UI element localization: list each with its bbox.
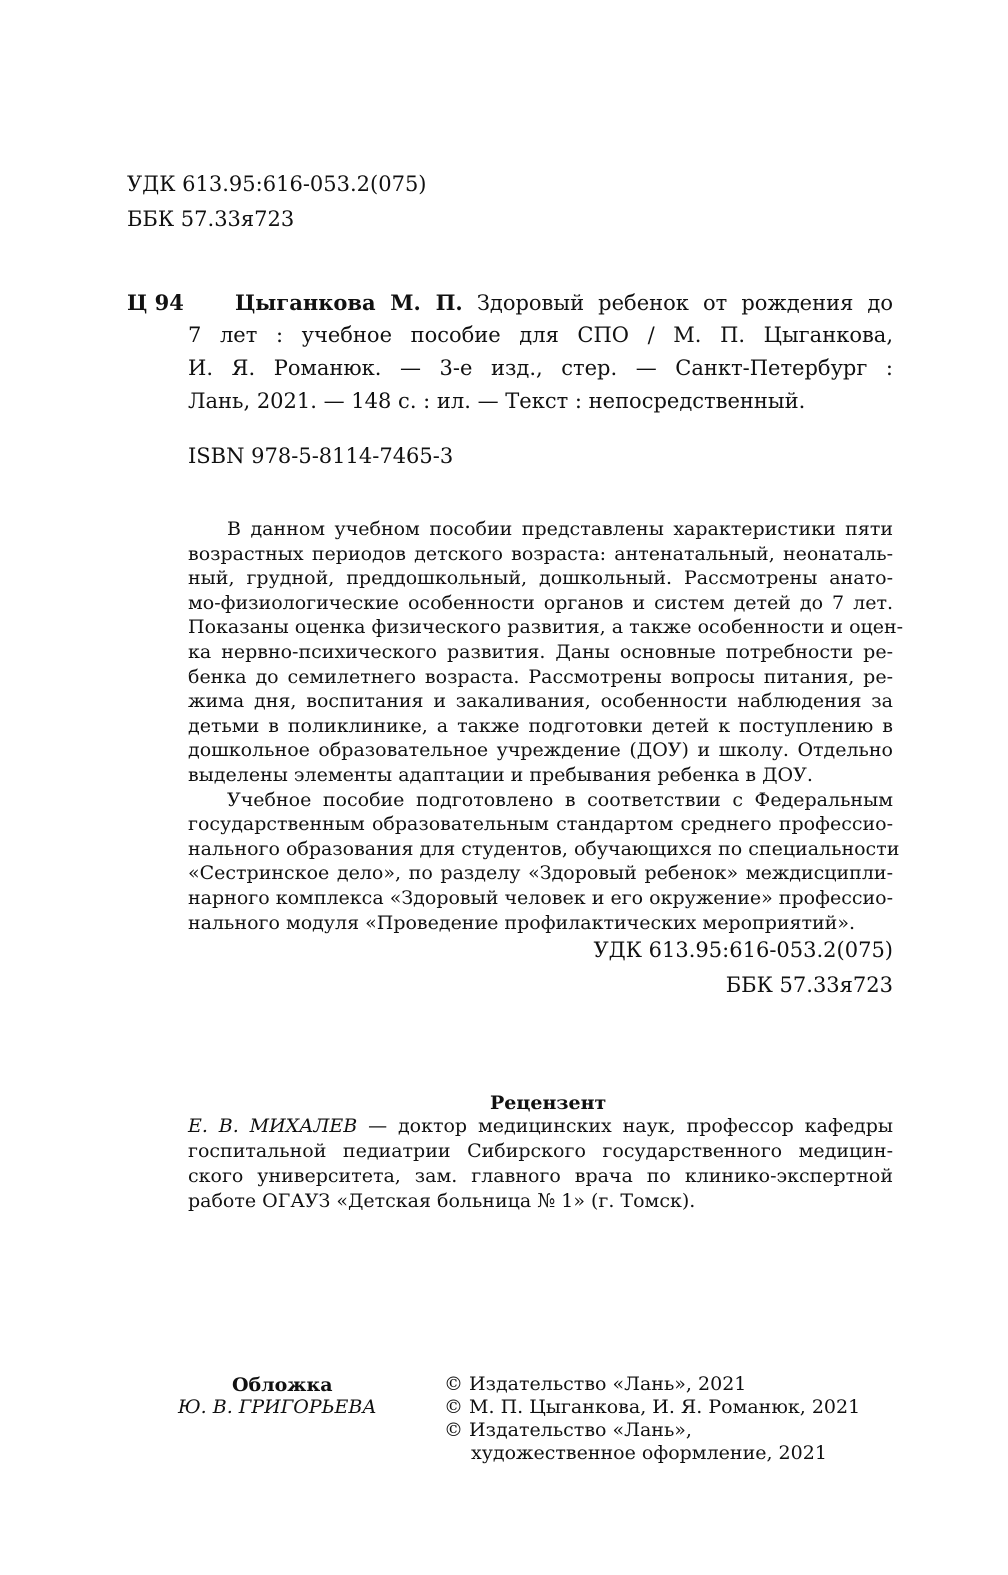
abstract-line: Учебное пособие подготовлено в соответствии с Федеральным <box>227 788 893 811</box>
cover-label: Обложка <box>232 1374 333 1396</box>
abstract-line: возрастных периодов детского возраста: антенатальный, неонаталь- <box>188 542 893 565</box>
reviewer-name: Е. В. МИХАЛЕВ <box>188 1115 358 1137</box>
catalog-code: Ц 94 <box>127 290 184 315</box>
copyright-block <box>444 1373 860 1465</box>
abstract-line: выделены элементы адаптации и пребывания ребенка в ДОУ. <box>188 764 813 786</box>
isbn: ISBN 978-5-8114-7465-3 <box>188 444 454 468</box>
reviewer-line: работе ОГАУЗ «Детская больница № 1» (г. Томск). <box>188 1190 696 1212</box>
abstract-line: ный, грудной, преддошкольный, дошкольный. Рассмотрены анато- <box>188 567 893 590</box>
title-part: Здоровый ребенок от рождения до <box>476 291 893 315</box>
abstract-line: мо-физиологические особенности органов и систем детей до 7 лет. <box>188 591 893 614</box>
bibliographic-line: 7 лет : учебное пособие для СПО / М. П. Цыганкова, <box>188 323 893 347</box>
reviewer-line <box>188 1114 893 1138</box>
copyright-line: художественное оформление, 2021 <box>471 1442 827 1464</box>
reviewer-heading: Рецензент <box>490 1092 607 1114</box>
abstract-line: нального модуля «Проведение профилактических мероприятий». <box>188 911 856 934</box>
copyright-line: © Издательство «Лань», 2021 <box>444 1373 747 1395</box>
abstract-line: детьми в поликлинике, а также подготовки детей к поступлению в <box>188 714 893 737</box>
bibliographic-line: И. Я. Романюк. — 3-е изд., стер. — Санкт-Петербург : <box>188 356 893 380</box>
abstract-line: дошкольное образовательное учреждение (ДОУ) и школу. Отдельно <box>188 739 893 762</box>
abstract-line: жима дня, воспитания и закаливания, особенности наблюдения за <box>188 690 893 713</box>
footer-bbk: ББК 57.33я723 <box>725 973 893 997</box>
abstract-line: нарного комплекса «Здоровый человек и его окружение» профессио- <box>188 887 893 909</box>
reviewer-text: — доктор медицинских наук, профессор кафедры <box>368 1115 893 1137</box>
abstract-line: «Сестринское дело», по разделу «Здоровый ребенок» междисципли- <box>188 862 893 885</box>
bibliographic-line: Лань, 2021. — 148 с. : ил. — Текст : непосредственный. <box>188 389 806 413</box>
bibliographic-line <box>235 290 893 315</box>
author: Цыганкова М. П. <box>235 290 463 315</box>
abstract-line: В данном учебном пособии представлены характеристики пяти <box>227 518 893 540</box>
bbk-code: ББК 57.33я723 <box>127 207 295 231</box>
cover-artist: Ю. В. ГРИГОРЬЕВА <box>178 1396 377 1418</box>
copyright-line: © Издательство «Лань», <box>444 1419 692 1441</box>
abstract-line: Показаны оценка физического развития, а также особенности и оцен- <box>188 616 904 639</box>
reviewer-line: ского университета, зам. главного врача по клинико-экспертной <box>188 1165 893 1187</box>
abstract-line: нального образования для студентов, обучающихся по специальности <box>188 837 900 860</box>
udk-code: УДК 613.95:616-053.2(075) <box>127 172 427 196</box>
abstract-line: бенка до семилетнего возраста. Рассмотрены вопросы питания, ре- <box>188 665 893 688</box>
abstract-line: ка нервно-психического развития. Даны основные потребности ре- <box>188 641 893 663</box>
reviewer-line: госпитальной педиатрии Сибирского государственного медицин- <box>188 1140 893 1162</box>
copyright-line: © М. П. Цыганкова, И. Я. Романюк, 2021 <box>444 1396 861 1418</box>
footer-udk: УДК 613.95:616-053.2(075) <box>593 938 893 962</box>
abstract-line: государственным образовательным стандартом среднего профессио- <box>188 813 893 836</box>
